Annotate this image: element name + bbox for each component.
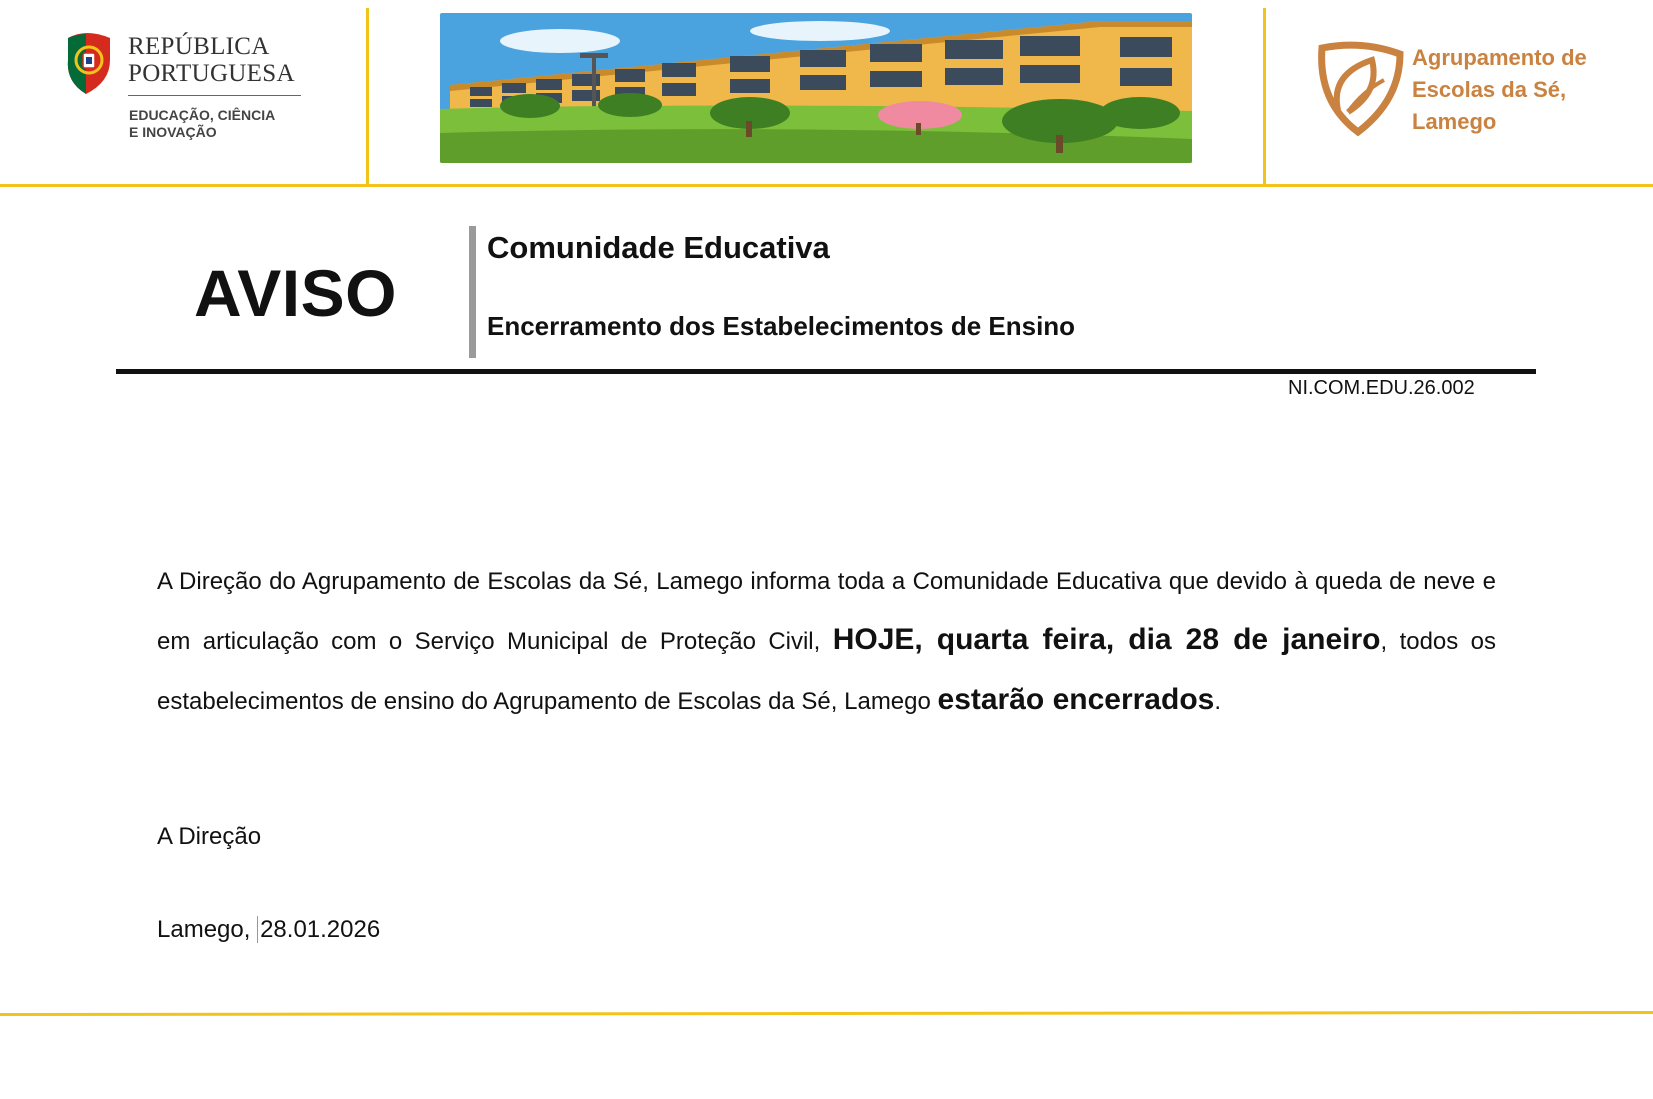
signoff: A Direção <box>157 823 262 850</box>
notice-subtitle: Encerramento dos Estabelecimentos de Ensino <box>487 311 1076 341</box>
footer-divider <box>0 1011 1653 1016</box>
notice-title: Comunidade Educativa <box>487 230 830 265</box>
school-building-image <box>440 13 1192 163</box>
header-separator-right <box>1263 8 1266 186</box>
gov-name <box>128 33 295 87</box>
gov-ministry <box>129 107 275 141</box>
document-header <box>0 0 1653 188</box>
body-bold-date: HOJE, quarta feira, dia 28 de janeiro <box>832 623 1381 656</box>
gov-ministry-line1: EDUCAÇÃO, CIÊNCIA <box>129 107 276 123</box>
body-text-part2: , todos os estabelecimentos de ensino do Agrupamento de Escolas da Sé, Lamego <box>157 628 1497 715</box>
notice-body <box>157 553 1496 731</box>
gov-ministry-line2: E INOVAÇÃO <box>129 124 217 140</box>
body-text-part1: A Direção do Agrupamento de Escolas da Sé, Lamego informa toda a Comunidade Educativa que devido à queda de neve e em articulação com o Serviço Municipal de Proteção Civil, <box>157 568 1496 655</box>
notice-label: AVISO <box>194 256 397 330</box>
notice-reference: NI.COM.EDU.26.002 <box>1288 377 1475 399</box>
gov-name-line2: PORTUGUESA <box>128 60 295 87</box>
agrupamento-name-line1: Agrupamento de <box>1412 45 1587 70</box>
gov-name-line1: REPÚBLICA <box>128 33 270 60</box>
title-divider <box>116 369 1536 374</box>
gov-divider <box>128 95 301 96</box>
header-divider <box>0 184 1653 187</box>
portuguese-republic-emblem-icon <box>64 30 114 96</box>
agrupamento-name-line3: Lamego <box>1412 109 1497 134</box>
agrupamento-leaf-logo-icon <box>1314 40 1406 136</box>
header-separator-left <box>366 8 369 186</box>
place: Lamego, <box>157 916 251 943</box>
title-accent-bar <box>469 226 476 358</box>
agrupamento-name-line2: Escolas da Sé, <box>1412 77 1567 102</box>
place-date <box>157 916 380 944</box>
agrupamento-name <box>1412 42 1587 138</box>
body-bold-closed: estarão encerrados <box>937 683 1215 716</box>
date: 28.01.2026 <box>257 916 380 943</box>
body-text-part3: . <box>1214 688 1221 715</box>
